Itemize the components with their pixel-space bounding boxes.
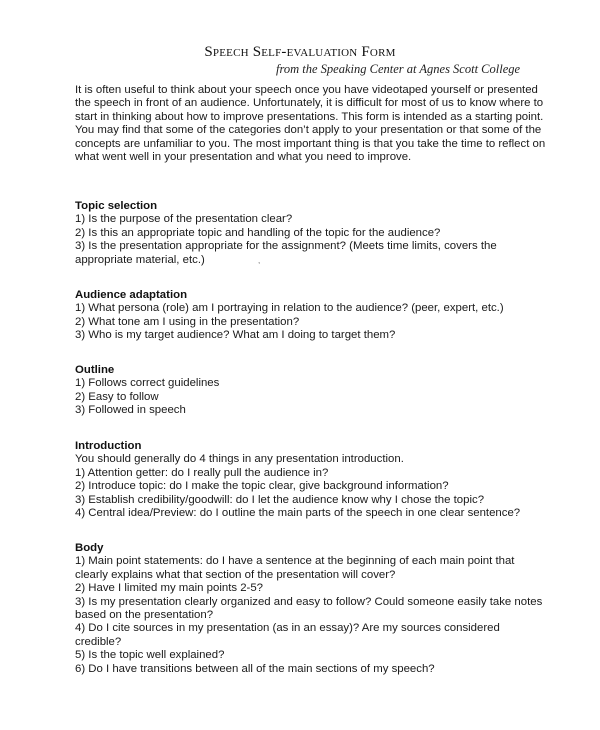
form-title: Speech Self-evaluation Form [204,44,396,60]
section-heading: Audience adaptation [75,289,188,301]
list-item: 2) Introduce topic: do I make the topic clear, give background information? [75,480,449,493]
list-item: 3) Who is my target audience? What am I doing to target them? [75,329,396,342]
list-item: 3) Is the presentation appropriate for the assignment? (Meets time limits, covers the appropriate material, etc.) [75,240,497,266]
list-item: 2) Is this an appropriate topic and handling of the topic for the audience? [75,226,441,239]
intro-paragraph: It is often useful to think about your speech once you have videotaped yourself or presented the speech in front of an audience. Unfortunately, it is difficult for most of us to know where to start in thinking about how to improve presentations. This form is intended as a starting point. You may find that some of the categories don’t apply to your presentation or that some of the concepts are unfamiliar to you. The most important thing is that you take the time to reflect on what went well in your presentation and what you need to improve. [75,84,546,164]
list-item: 3) Establish credibility/goodwill: do I let the audience know why I chose the topic? [75,493,485,506]
list-item: 2) What tone am I using in the presentation? [75,315,300,328]
section-heading: Introduction [75,440,142,452]
list-item: 1) Is the purpose of the presentation clear? [75,213,293,226]
section-audience-adaptation [75,289,565,343]
section-outline [75,364,565,418]
section-body [75,542,565,676]
stray-mark: , [258,256,261,265]
list-item: 4) Central idea/Preview: do I outline the main parts of the speech in one clear sentence? [75,507,521,520]
form-subtitle: from the Speaking Center at Agnes Scott College [276,62,521,76]
section-lead: You should generally do 4 things in any presentation introduction. [75,453,404,466]
list-item: 3) Followed in speech [75,404,186,417]
section-topic-selection [75,200,565,267]
section-heading: Topic selection [75,200,158,212]
list-item: 1) Attention getter: do I really pull the audience in? [75,466,329,479]
list-item: 2) Easy to follow [75,390,159,403]
list-item: 6) Do I have transitions between all of the main sections of my speech? [75,662,435,675]
list-item: 1) What persona (role) am I portraying in relation to the audience? (peer, expert, etc.) [75,302,504,315]
list-item: 3) Is my presentation clearly organized and easy to follow? Could someone easily take notes based on the presentation? [75,595,543,622]
list-item: 4) Do I cite sources in my presentation (as in an essay)? Are my sources considered credible? [75,622,500,648]
list-item: 2) Have I limited my main points 2-5? [75,582,264,595]
list-item: 1) Main point statements: do I have a sentence at the beginning of each main point that clearly explains what that section of the presentation will cover? [75,555,515,581]
section-heading: Outline [75,364,115,376]
list-item: 1) Follows correct guidelines [75,377,220,390]
section-heading: Body [75,542,104,554]
list-item: 5) Is the topic well explained? [75,649,225,662]
section-introduction [75,440,565,520]
